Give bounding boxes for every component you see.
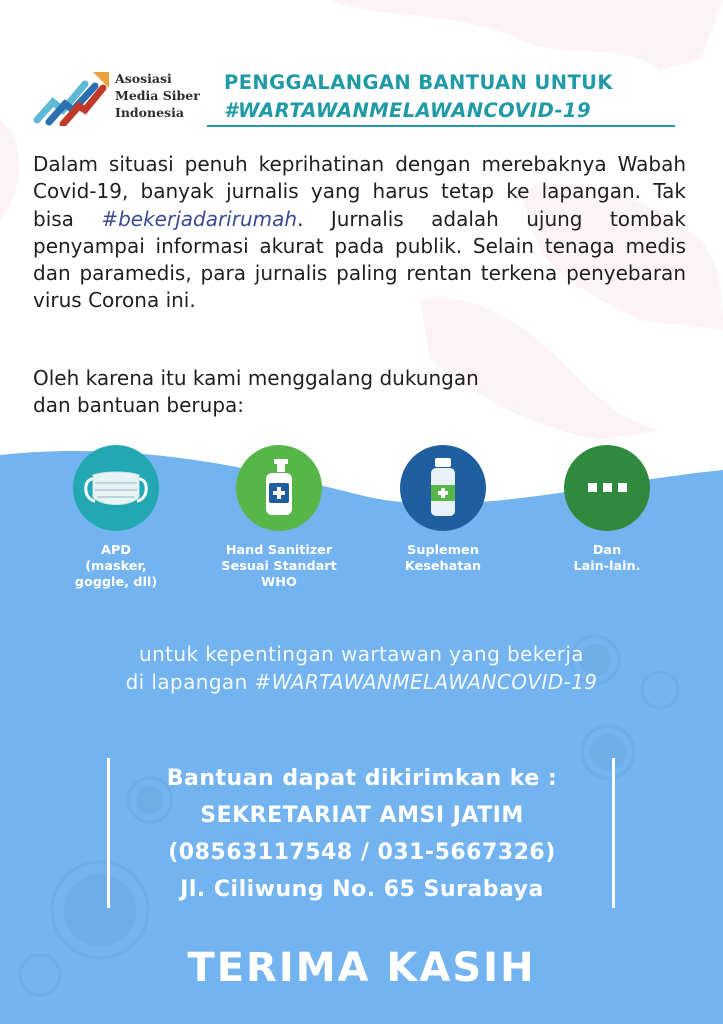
purpose-line-1: untuk kepentingan wartawan yang bekerja [139,642,584,666]
aid-label-line: Lain-lain. [573,559,641,574]
lead-line: Oleh karena itu kami menggalang dukungan [33,366,479,390]
mask-icon [73,445,159,531]
aid-label [41,543,191,591]
thank-you-heading: TERIMA KASIH [187,945,536,991]
aid-label-line: WHO [261,575,297,590]
aid-item-others [532,445,682,575]
logo-line: Media Siber [115,88,200,103]
rising-arrows-logo-icon [33,70,111,126]
aid-label [532,543,682,575]
logo-line: Asosiasi [115,71,172,86]
purpose-text [0,640,723,696]
intro-text: . Jurnalis adalah ujung tombak penyampai informasi akurat pada publik. Selain tenaga medis dan paramedis, para jurnalis paling rentan terkena penyebaran virus Corona ini. [33,206,686,313]
hand-sanitizer-icon [236,445,322,531]
aid-label-line: Hand Sanitizer [225,543,333,558]
page-title [224,69,674,125]
intro-paragraph [33,151,686,315]
address-line: Jl. Ciliwung No. 65 Surabaya [180,877,544,902]
purpose-line-2 [0,668,723,696]
lead-paragraph [33,365,633,419]
logo-line: Indonesia [115,105,184,120]
aid-item-supplement [368,445,518,575]
amsi-logo [33,70,213,126]
title-hashtag: #WARTAWANMELAWANCOVID-19 [224,99,591,122]
aid-label-line: Suplemen [407,543,479,558]
supplement-bottle-icon [400,445,486,531]
aid-label [204,543,354,591]
aid-label-line: Kesehatan [404,559,482,574]
purpose-prefix: di lapangan [125,670,255,694]
more-dots-icon [564,445,650,531]
address-block [112,760,612,908]
aid-label-line: Dan [592,543,622,558]
aid-label-line: APD [101,543,131,558]
intro-hashtag: #bekerjadarirumah [101,206,298,231]
address-divider-left [107,758,110,908]
aid-item-apd [41,445,191,591]
address-line: Bantuan dapat dikirimkan ke : [166,766,558,791]
aid-item-hand-sanitizer [204,445,354,591]
intro-text: Dalam situasi penuh keprihatinan dengan merebaknya Wabah Covid-19, banyak jurnalis yang harus tetap ke lapangan. Tak bisa [33,152,686,231]
lead-line: dan bantuan berupa: [33,393,245,417]
aid-label-line: goggle, dll) [74,575,158,590]
aid-label-line: (masker, [85,559,147,574]
address-divider-right [612,758,615,908]
title-line-1: PENGGALANGAN BANTUAN UNTUK [224,71,613,94]
logo-text [115,70,200,121]
aid-label-line: Sesuai Standart [221,559,337,574]
address-line: SEKRETARIAT AMSI JATIM [200,803,524,828]
purpose-hashtag: #WARTAWANMELAWANCOVID-19 [254,670,598,694]
address-line: (08563117548 / 031-5667326) [168,840,556,865]
title-underline [207,125,675,127]
aid-label [368,543,518,575]
